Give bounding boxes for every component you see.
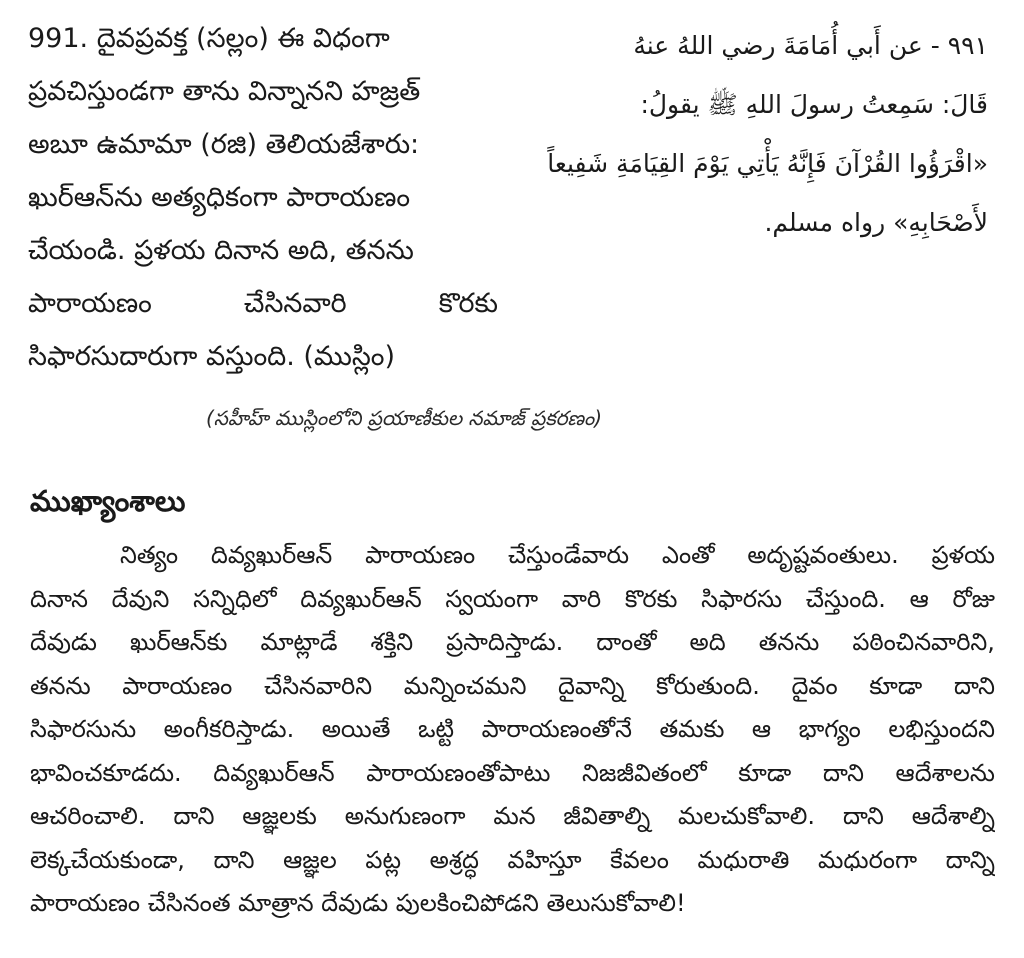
hadith-source-text: (సహీహ్ ముస్లింలోని ప్రయాణీకుల నమాజ్ ప్రకరణం): [206, 406, 602, 430]
word: తమకు: [659, 715, 725, 743]
word: దివ్యఖుర్ఆన్: [210, 541, 333, 569]
word: అదృష్టవంతులు.: [747, 541, 899, 569]
word: కొరకు: [624, 584, 678, 613]
word: అది: [689, 628, 726, 656]
word: కూడా: [738, 758, 792, 787]
hadith-source-citation: [0, 398, 1024, 438]
hadith-telugu-line: ఖుర్ఆన్‌ను అత్యధికంగా పారాయణం: [28, 182, 411, 213]
word: దైవాన్ని: [558, 671, 625, 700]
word: రోజు: [952, 584, 995, 613]
word: కూడా: [869, 671, 923, 700]
word: అంగీకరిస్తాడు.: [163, 715, 295, 743]
word: అయితే: [321, 715, 391, 743]
word: దివ్యఖుర్ఆన్: [213, 758, 335, 787]
word: ఒట్టి: [418, 715, 455, 743]
hadith-arabic-line: «اقْرَؤُوا القُرْآنَ فَإِنَّهُ يَأْتِي يَوْمَ القِيَامَةِ شَفِيعاً: [547, 149, 988, 178]
word: ఎంతో: [661, 541, 715, 569]
word: చేసినవారిని: [263, 671, 373, 700]
word: ఖుర్ఆన్‌కు: [129, 628, 228, 656]
word: మధురంగా: [817, 845, 918, 874]
hadith-arabic-line: ٩٩١ - عن أَبي أُمَامَةَ رضي اللهُ عنهُ: [633, 31, 988, 60]
word: అశ్రద్ధ: [429, 845, 479, 874]
word: సిఫారసు: [701, 584, 783, 613]
word: చేసినవారి: [243, 288, 347, 319]
word: తనను: [30, 671, 91, 700]
word: చేస్తుండేవారు: [508, 541, 630, 569]
word: భావించకూడదు.: [30, 758, 182, 787]
word: మన: [493, 802, 536, 830]
word: ప్రసాదిస్తాడు.: [446, 628, 564, 656]
word: కేవలం: [610, 845, 669, 874]
hadith-telugu-text: [28, 12, 498, 383]
word: మాట్లాడే: [260, 628, 338, 656]
word: తనను: [758, 628, 820, 656]
word: దైవం: [791, 671, 838, 700]
word: ఆదేశాల్ని: [911, 802, 995, 830]
hadith-arabic-text: [518, 16, 988, 252]
word: పారాయణం: [365, 541, 476, 569]
word: అనుగుణంగా: [344, 802, 466, 830]
hadith-telugu-line: ప్రవచిస్తుండగా తాను విన్నానని హజ్రత్: [28, 76, 421, 107]
word: ఆజ్ఞల: [283, 845, 337, 874]
paragraph-line: [30, 795, 995, 839]
paragraph-line: [30, 621, 995, 665]
paragraph-line: [30, 752, 995, 796]
word: దాని: [822, 758, 864, 787]
word: కొరకు: [438, 288, 498, 319]
word: సన్నిధిలో: [193, 584, 277, 613]
word: దేవుని: [111, 584, 170, 613]
word: దాని: [953, 671, 995, 700]
word: శక్తిని: [370, 628, 414, 656]
word: ప్రళయ: [931, 541, 995, 569]
word: సిఫారసును: [30, 715, 137, 743]
hadith-telugu-line: 991. దైవప్రవక్త (సల్లం) ఈ విధంగా: [28, 23, 390, 54]
paragraph-line: [30, 839, 995, 883]
highlights-heading: ముఖ్యాంశాలు: [30, 484, 186, 518]
paragraph-line: [30, 708, 995, 752]
word: భాగ్యం: [798, 715, 861, 743]
paragraph-line: పారాయణం చేసినంత మాత్రాన దేవుడు పులకించిపోడని తెలుసుకోవాలి!: [30, 889, 686, 917]
hadith-telugu-line: చేయండి. ప్రళయ దినాన అది, తనను: [28, 235, 414, 266]
word: పారాయణంతోపాటు: [366, 758, 551, 787]
word: మధురాతి: [697, 845, 790, 874]
highlights-paragraph: [30, 534, 995, 926]
word: దాని: [842, 802, 884, 830]
word: ఆజ్ఞలకు: [242, 802, 317, 830]
word: వహిస్తూ: [507, 845, 582, 874]
word: ఆచరించాలి.: [30, 802, 146, 830]
hadith-arabic-line: لأَصْحَابِهِ» رواه مسلم.: [764, 208, 988, 237]
word: లభిస్తుందని: [888, 715, 995, 743]
word: ఆ: [751, 715, 772, 743]
word: మన్నించమని: [403, 671, 527, 700]
word: కోరుతుంది.: [656, 671, 760, 700]
word: దాని: [173, 802, 215, 830]
word: పట్ల: [365, 845, 401, 874]
word: పారాయణం: [122, 671, 233, 700]
word: చేస్తుంది.: [805, 584, 886, 613]
hadith-arabic-line: قَالَ: سَمِعتُ رسولَ اللهِ ﷺ يقولُ:: [640, 90, 988, 119]
word: నిత్యం: [120, 541, 179, 569]
hadith-telugu-line: [28, 277, 498, 330]
hadith-telugu-line: అబూ ఉమామా (రజి) తెలియజేశారు:: [28, 129, 420, 160]
word: పారాయణం: [28, 288, 152, 319]
word: దివ్యఖుర్ఆన్: [300, 584, 422, 613]
paragraph-line: [30, 534, 995, 578]
word: లెక్కచేయకుండా,: [30, 845, 185, 874]
word: పఠించినవారిని,: [852, 628, 995, 656]
word: దాన్ని: [945, 845, 995, 874]
word: స్వయంగా: [445, 584, 539, 613]
word: నిజజీవితంలో: [582, 758, 707, 787]
word: ఆ: [909, 584, 929, 613]
word: వారి: [561, 584, 602, 613]
word: దాంతో: [596, 628, 657, 656]
word: ఆదేశాలను: [895, 758, 995, 787]
paragraph-line: [30, 578, 995, 622]
word: మలచుకోవాలి.: [678, 802, 815, 830]
paragraph-line: [30, 665, 995, 709]
word: పారాయణంతోనే: [481, 715, 632, 743]
word: జీవితాల్ని: [563, 802, 651, 830]
hadith-telugu-line: సిఫారసుదారుగా వస్తుంది. (ముస్లిం): [28, 341, 396, 372]
word: దేవుడు: [30, 628, 97, 656]
word: దాని: [213, 845, 255, 874]
word: దినాన: [30, 584, 88, 613]
